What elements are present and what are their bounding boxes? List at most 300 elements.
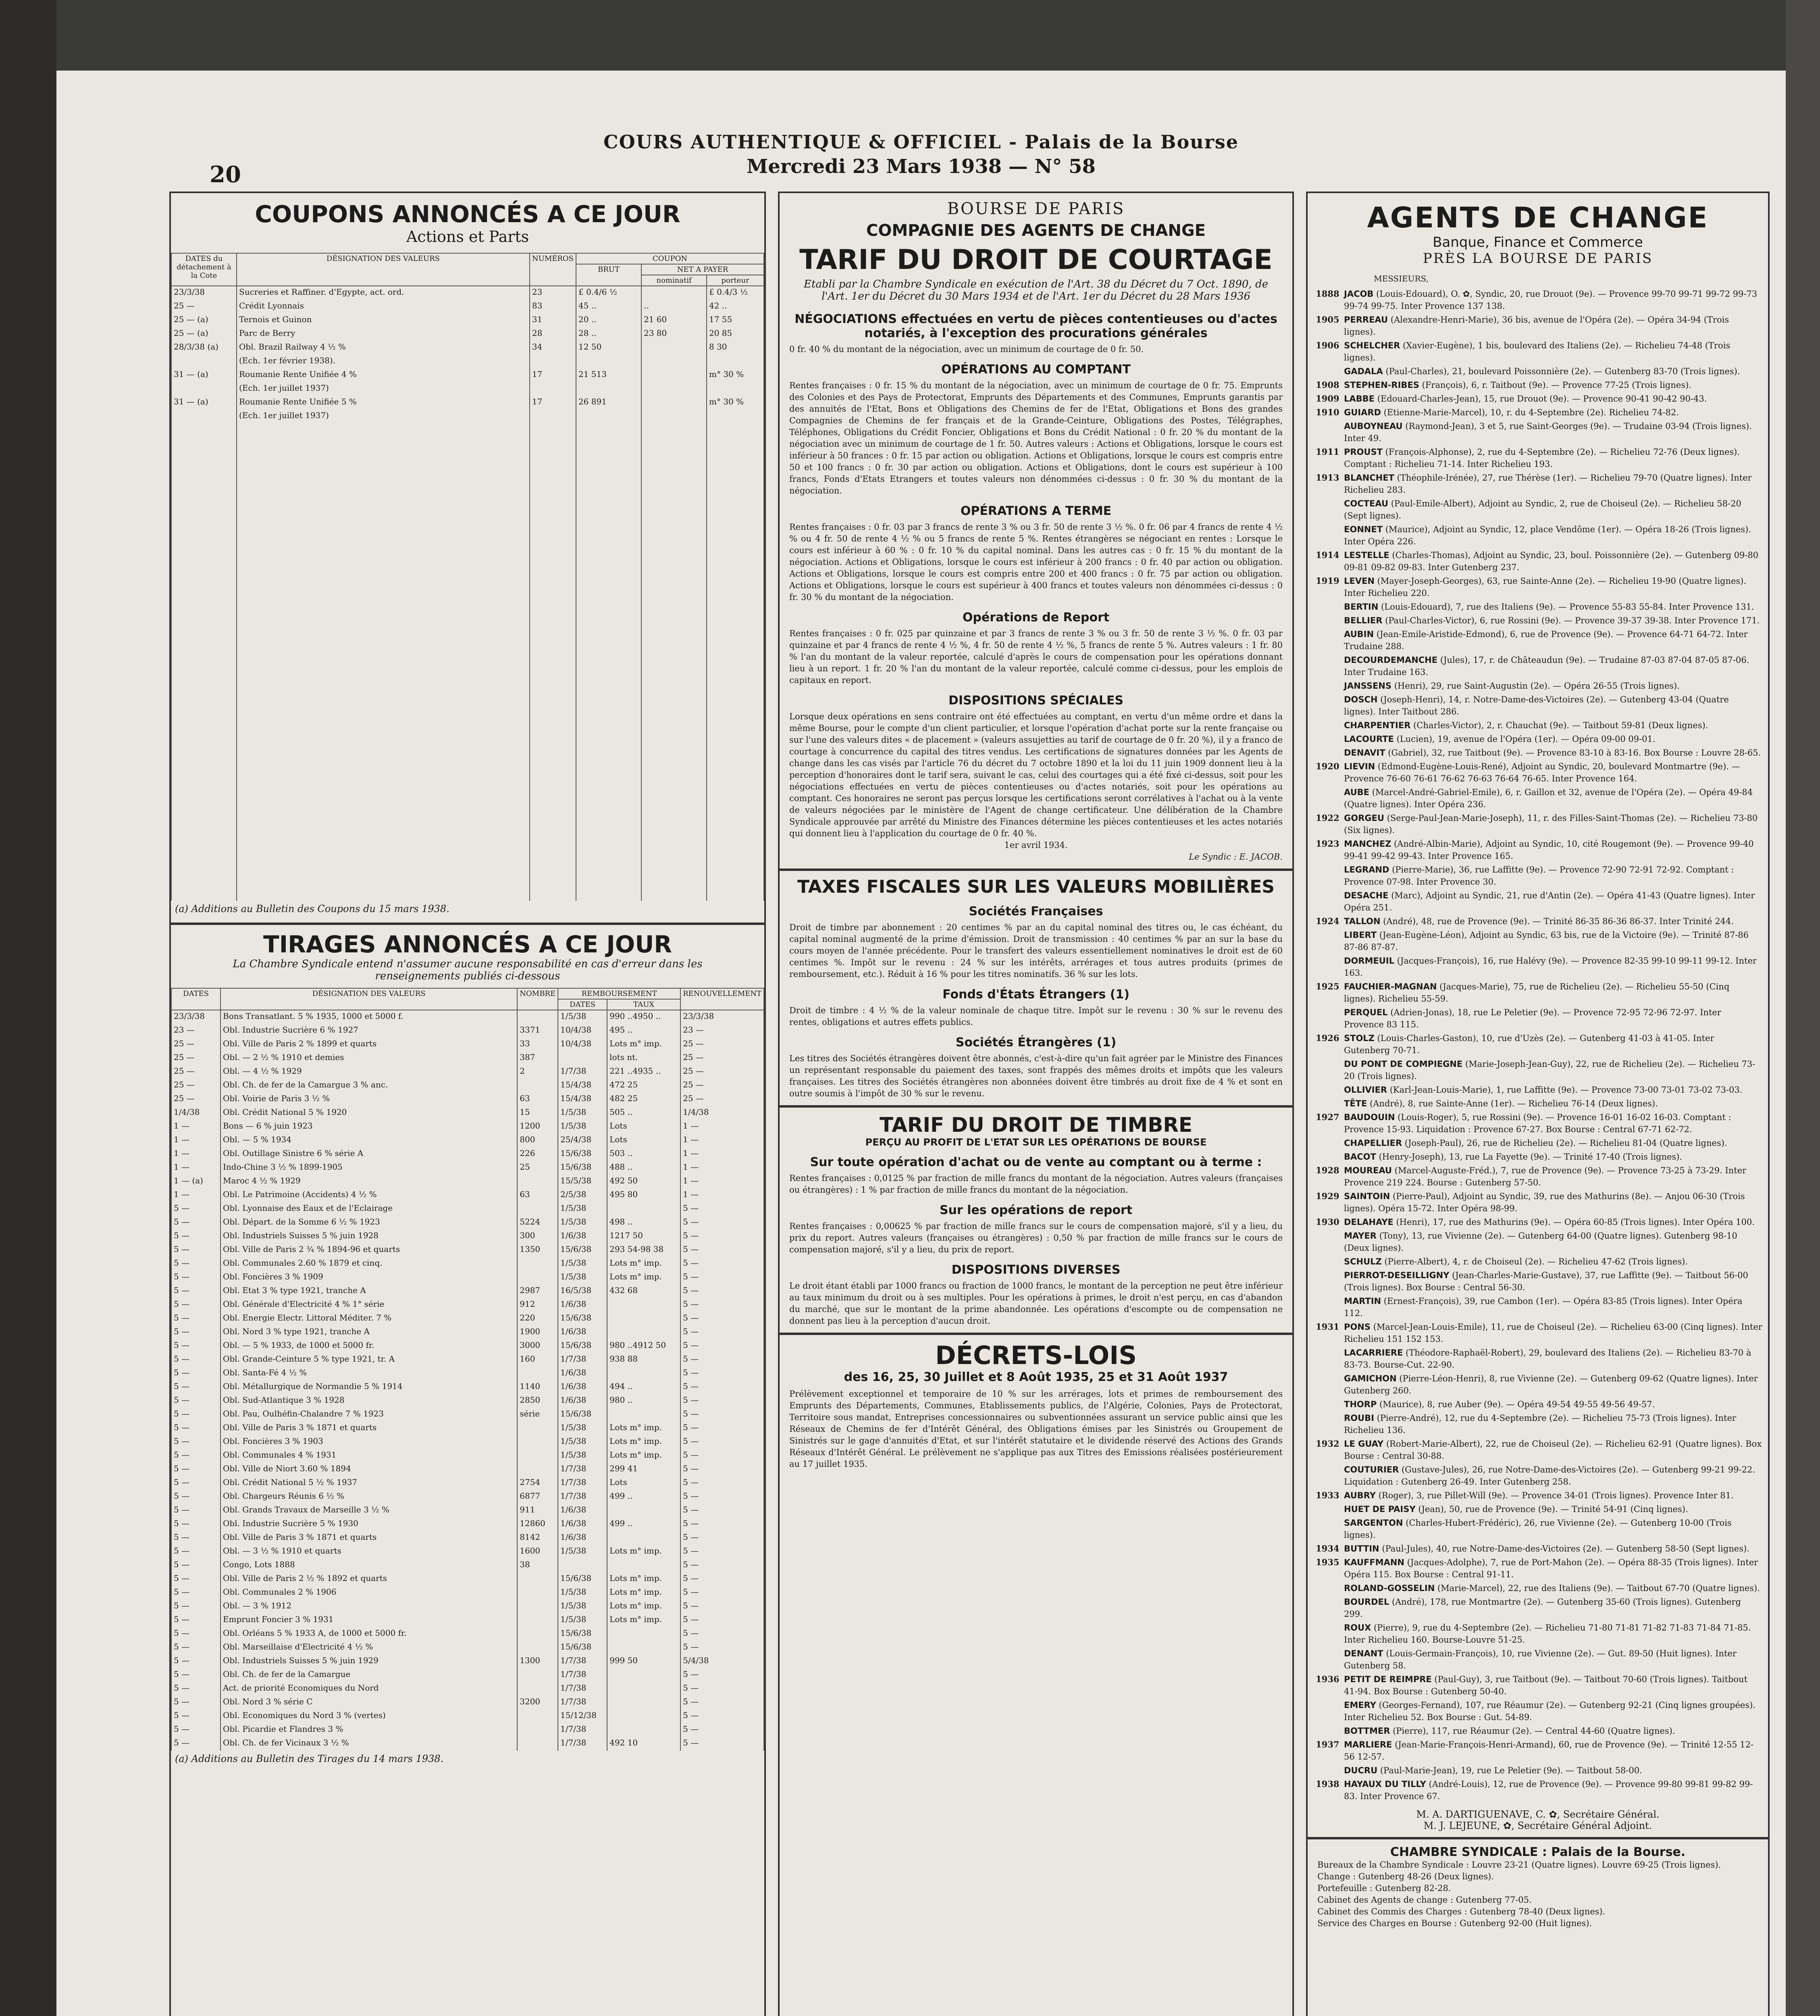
agent-text: [1344, 747, 1761, 759]
agent-details: (Edouard-Charles-Jean), 15, rue Drouot (9e). — Provence 90-41 90-42 90-43.: [1377, 394, 1707, 404]
coupon-cell: Sucreries et Raffiner. d'Egypte, act. ord.: [237, 286, 530, 300]
agent-entry: [1308, 1294, 1768, 1320]
agent-entry: [1308, 889, 1768, 914]
secretary-general: M. A. DARTIGUENAVE, C. ✿, Secrétaire Général.: [1416, 1809, 1660, 1820]
tirage-row: [171, 1024, 764, 1038]
coupon-cell: 17: [530, 396, 576, 410]
tirage-cell: 38: [517, 1559, 558, 1572]
agent-entry: [1308, 1581, 1768, 1595]
tirage-cell: 990 ..4950 ..: [607, 1010, 680, 1024]
tirage-cell: 5 —: [680, 1271, 764, 1285]
tirage-cell: 5 —: [680, 1490, 764, 1504]
tirage-cell: Obl. Energie Electr. Littoral Méditer. 7 %: [220, 1312, 517, 1326]
agent-name: BUTTIN: [1344, 1544, 1379, 1554]
courtage-section-text: Rentes françaises : 0 fr. 15 % du montant de la négociation, avec un minimum de courtage de 0 fr. 75. Emprunts des Colonies et des Pays de Protectorat, Emprunts des Départements et des Communes, Emprunts garantis par des annuités de l'Etat, Bons et Obligations des Chemins de fer de l'Etat, Obligations et Bons des grandes Compagnies de Chemins de fer français et de la Grande-Ceinture, Obligations des Postes, Télégraphes, Téléphones, Obligations du Crédit Foncier, Obligations et Bons du Crédit National : 0 fr. 20 % du montant de la négociation avec un minimum de courtage de 1 fr. 50. Autres valeurs : Actions et Obligations, lorsque le cours est inférieur à 50 frances : 0 fr. 15 par action ou obligation. Actions et Obligations, lorsque le cours est compris entre 50 et 100 francs : 0 fr. 30 par action ou obligation. Actions et Obligations, dont le cours est supérieur à 100 francs, Fonds d'Etats Etrangers et toutes valeurs non dénommées ci-dessus : 0 fr. 30 % du montant de la négociation.: [789, 381, 1283, 496]
agent-year: [1316, 1256, 1344, 1268]
tirage-cell: [517, 1572, 558, 1586]
coupon-cell: 25 — (a): [171, 327, 237, 341]
tirage-cell: 911: [517, 1504, 558, 1518]
agent-details: (Robert-Marie-Albert), 22, rue de Choiseul (2e). — Richelieu 62-91 (Quatre lignes). Box Bourse : Central 30-88.: [1344, 1439, 1762, 1461]
agent-text: [1344, 1699, 1762, 1723]
tirage-row: [171, 1723, 764, 1737]
tirage-cell: 5 —: [680, 1641, 764, 1655]
tirage-cell: 1 —: [171, 1148, 220, 1161]
agent-details: (Georges-Fernand), 107, rue Réaumur (2e). — Gutenberg 92-21 (Cinq lignes groupées). Inter Richelieu 52. Box Bourse : Gut. 54-89.: [1344, 1700, 1756, 1722]
tirage-row: [171, 1339, 764, 1353]
agent-name: TALLON: [1344, 916, 1381, 926]
tirage-cell: 1/6/38: [558, 1326, 607, 1339]
coupon-row: [171, 410, 764, 423]
tirage-cell: 15/6/38: [558, 1408, 607, 1422]
tirage-row: [171, 1531, 764, 1545]
tirage-cell: 5 —: [171, 1559, 220, 1572]
agent-entry: [1308, 1621, 1768, 1647]
courtage-kicker: BOURSE DE PARIS: [947, 200, 1125, 218]
agent-details: (Adrien-Jonas), 18, rue Le Peletier (9e). — Provence 72-95 72-96 72-97. Inter Provence 83 115.: [1344, 1008, 1721, 1029]
timbre-section-text: Rentes françaises : 0,00625 % par fraction de mille francs sur le cours de compensation majoré, s'il y a lieu, du prix du report. Autres valeurs (françaises ou étrangères) : 0,50 % par fraction de mille francs sur le cours de compensation majoré, s'il y a lieu, du prix de report.: [789, 1221, 1283, 1254]
agent-details: (Paul-Charles), 21, boulevard Poissonnière (2e). — Gutenberg 83-70 (Trois lignes).: [1385, 367, 1740, 376]
tirage-cell: 1/6/38: [558, 1518, 607, 1531]
agent-text: [1344, 1347, 1762, 1371]
tirage-cell: [517, 1737, 558, 1751]
tirage-cell: 15/6/38: [558, 1339, 607, 1353]
tirage-cell: [607, 1696, 680, 1710]
agent-details: (Joseph-Henri), 14, r. Notre-Dame-des-Victoires (2e). — Gutenberg 43-04 (Quatre lignes). Inter Taitbout 286.: [1344, 695, 1729, 716]
agents-title: AGENTS DE CHANGE: [1367, 201, 1709, 234]
tirage-row: [171, 1257, 764, 1271]
tirage-cell: [607, 1627, 680, 1641]
tirage-cell: 5 —: [171, 1449, 220, 1463]
coupon-cell: m° 30 %: [707, 369, 764, 382]
tirage-row: [171, 1394, 764, 1408]
agent-year: [1316, 1372, 1344, 1397]
tirage-cell: 1 —: [680, 1148, 764, 1161]
tirage-cell: [517, 1600, 558, 1614]
agent-year: [1316, 1412, 1344, 1436]
agent-year: [1316, 733, 1344, 745]
agent-year: [1316, 1006, 1344, 1031]
agent-details: (Edmond-Eugène-Louis-René), Adjoint au Syndic, 20, boulevard Montmartre (9e). — Provence 76-60 76-61 76-62 76-63 76-64 76-65. Inter Provence 164.: [1344, 762, 1740, 783]
agent-name: LE GUAY: [1344, 1439, 1384, 1449]
tirage-cell: 1/6/38: [558, 1531, 607, 1545]
tirages-col-remb-dates: DATES: [558, 999, 607, 1010]
coupon-cell: Obl. Brazil Railway 4 ½ %: [237, 341, 530, 355]
agent-name: BLANCHET: [1344, 473, 1394, 483]
tirage-cell: 5 —: [171, 1353, 220, 1367]
agent-entry: [1308, 1647, 1768, 1672]
tirage-cell: [517, 1723, 558, 1737]
tirages-col-renouvellement: RENOUVELLEMENT: [680, 988, 764, 1010]
tirage-row: [171, 1093, 764, 1106]
agent-year: 1923: [1316, 839, 1340, 849]
tirage-row: [171, 1175, 764, 1189]
agent-text: [1344, 393, 1707, 405]
chambre-line: Cabinet des Commis des Charges : Gutenberg 78-40 (Deux lignes).: [1317, 1907, 1606, 1916]
agent-text: [1344, 1151, 1682, 1163]
agent-text: [1344, 1098, 1658, 1110]
coupon-row: [171, 314, 764, 327]
tirage-cell: lots nt.: [607, 1052, 680, 1065]
tirage-cell: Lots m° imp.: [607, 1600, 680, 1614]
agent-text: [1344, 549, 1762, 573]
tirage-cell: [607, 1710, 680, 1723]
tirage-row: [171, 1052, 764, 1065]
agent-year: [1316, 864, 1344, 888]
tirage-cell: Act. de priorité Economiques du Nord: [220, 1682, 517, 1696]
agent-year: [1316, 628, 1344, 652]
coupon-cell: Crédit Lyonnais: [237, 300, 530, 314]
agent-entry: [1308, 653, 1768, 679]
agent-details: (Paul-Jules), 40, rue Notre-Dame-des-Victoires (2e). — Gutenberg 58-50 (Sept lignes).: [1382, 1544, 1749, 1554]
tirage-cell: 15/6/38: [558, 1161, 607, 1175]
agents-subtitle2: PRÈS LA BOURSE DE PARIS: [1423, 250, 1653, 267]
agent-details: (Pierre-André), 12, rue du 4-Septembre (2e). — Richelieu 75-73 (Trois lignes). Inter Richelieu 136.: [1344, 1413, 1736, 1435]
tirage-cell: 5 —: [171, 1668, 220, 1682]
tirage-cell: 5 —: [171, 1614, 220, 1627]
coupon-cell: (Ech. 1er juillet 1937): [237, 382, 530, 396]
tirage-cell: 5 —: [680, 1257, 764, 1271]
agent-name: AUBIN: [1344, 629, 1374, 639]
tirage-row: [171, 1189, 764, 1202]
coupon-row: [171, 300, 764, 314]
tirage-row: [171, 1572, 764, 1586]
courtage-signature: Le Syndic : E. JACOB.: [1189, 852, 1283, 862]
agent-year: [1316, 614, 1344, 627]
agent-details: (Marie-Marcel), 22, rue des Italiens (9e). — Taitbout 67-70 (Quatre lignes).: [1437, 1583, 1760, 1593]
agent-year: [1316, 1137, 1344, 1149]
coupon-cell: 25 — (a): [171, 314, 237, 327]
tirage-cell: 1 —: [171, 1189, 220, 1202]
agent-entry: [1308, 1672, 1768, 1698]
chambre-line: Portefeuille : Gutenberg 82-28.: [1317, 1883, 1451, 1893]
agents-subtitle: Banque, Finance et Commerce: [1433, 234, 1643, 250]
agent-details: (André-Albin-Marie), Adjoint au Syndic, 10, cité Rougemont (9e). — Provence 99-40 99-41 99-42 99-43. Inter Provence 165.: [1344, 839, 1754, 861]
agent-year: 1924: [1316, 916, 1340, 926]
agent-year: 1935: [1316, 1557, 1340, 1567]
tirage-cell: Obl. — 3 ½ % 1910 et quarts: [220, 1545, 517, 1559]
tirage-cell: 505 ..: [607, 1106, 680, 1120]
tirage-cell: 1 —: [680, 1120, 764, 1134]
tirage-row: [171, 1065, 764, 1079]
agent-name: MARLIERE: [1344, 1740, 1392, 1749]
agent-entry: [1308, 1255, 1768, 1268]
agent-entry: [1308, 1372, 1768, 1397]
tirage-cell: Obl. Industriels Suisses 5 % juin 1928: [220, 1230, 517, 1243]
tirage-row: [171, 1038, 764, 1052]
tirage-cell: 5 —: [680, 1285, 764, 1298]
agent-name: FAUCHIER-MAGNAN: [1344, 982, 1437, 991]
agent-details: (Pierre-Albert), 4, r. de Choiseul (2e). — Richelieu 47-62 (Trois lignes).: [1384, 1257, 1688, 1266]
coupon-cell: 17 55: [707, 314, 764, 327]
tirage-cell: 5 —: [680, 1600, 764, 1614]
tirage-cell: 25 —: [680, 1093, 764, 1106]
agent-entry: [1308, 1463, 1768, 1489]
tirage-cell: 1/7/38: [558, 1696, 607, 1710]
tirage-cell: [517, 1641, 558, 1655]
tirage-cell: 1 —: [680, 1134, 764, 1148]
tirage-cell: 5 —: [680, 1737, 764, 1751]
courtage-section-text: 0 fr. 40 % du montant de la négociation, avec un minimum de courtage de 0 fr. 50.: [789, 344, 1144, 354]
tirage-cell: Obl. — 5 % 1933, de 1000 et 5000 fr.: [220, 1339, 517, 1353]
tirage-cell: 5 —: [171, 1257, 220, 1271]
tirage-cell: 23 —: [680, 1024, 764, 1038]
agent-name: PERREAU: [1344, 315, 1388, 325]
agent-year: 1908: [1316, 380, 1340, 390]
tirage-cell: 1/5/38: [558, 1600, 607, 1614]
agent-details: (Jean), 50, rue de Provence (9e). — Trinité 54-91 (Cinq lignes).: [1418, 1504, 1688, 1514]
agent-name: TÊTE: [1344, 1099, 1367, 1108]
agent-text: [1344, 1517, 1762, 1541]
timbre-title: TARIF DU DROIT DE TIMBRE: [879, 1113, 1193, 1137]
agent-details: (Ernest-François), 39, rue Cambon (1er). — Opéra 83-85 (Trois lignes). Inter Opéra 112.: [1344, 1296, 1743, 1318]
agent-text: [1344, 929, 1762, 953]
agent-entry: [1308, 1556, 1768, 1581]
agent-text: [1344, 1137, 1727, 1149]
coupon-cell: £ 0.4/3 ½: [707, 286, 764, 300]
agent-details: (Xavier-Eugène), 1 bis, boulevard des Italiens (2e). — Richelieu 74-48 (Trois lignes).: [1344, 341, 1731, 362]
agent-text: [1344, 1216, 1755, 1228]
tirage-cell: 1/7/38: [558, 1490, 607, 1504]
agent-year: 1914: [1316, 550, 1340, 560]
tirage-cell: 25 —: [171, 1079, 220, 1093]
courtage-section-heading: NÉGOCIATIONS effectuées en vertu de pièces contentieuses ou d'actes notariés, à l'exception des procurations générales: [795, 312, 1277, 340]
tirage-cell: 5 —: [171, 1641, 220, 1655]
tirage-cell: [517, 1668, 558, 1682]
agent-name: BELLIER: [1344, 616, 1383, 625]
coupon-cell: 20 85: [707, 327, 764, 341]
tirage-cell: 25 —: [171, 1065, 220, 1079]
agent-details: (Maurice), 8, rue Auber (9e). — Opéra 49-54 49-55 49-56 49-57.: [1379, 1400, 1655, 1409]
agent-text: [1344, 1084, 1742, 1096]
coupon-cell: [576, 410, 641, 423]
tirage-cell: [607, 1367, 680, 1381]
agent-name: LIBERT: [1344, 930, 1377, 940]
tirage-cell: 5 —: [680, 1298, 764, 1312]
coupon-cell: [530, 382, 576, 396]
tirage-cell: 25 —: [680, 1038, 764, 1052]
tirage-cell: 2850: [517, 1394, 558, 1408]
agent-entry: [1308, 1595, 1768, 1621]
tirage-cell: 5 —: [680, 1586, 764, 1600]
tirage-row: [171, 1381, 764, 1394]
tirage-cell: Obl. Foncières 3 % 1909: [220, 1271, 517, 1285]
agent-details: (Marcel-Jean-Louis-Emile), 11, rue de Choiseul (2e). — Richelieu 63-00 (Cinq lignes). Inter Richelieu 151 152 153.: [1344, 1322, 1762, 1344]
agent-text: [1344, 379, 1691, 391]
coupon-cell: 20 ..: [576, 314, 641, 327]
tirage-cell: Obl. Ville de Paris 2 ½ % 1892 et quarts: [220, 1572, 517, 1586]
tirage-row: [171, 1312, 764, 1326]
coupon-cell: [171, 382, 237, 396]
tirage-cell: 15/6/38: [558, 1627, 607, 1641]
agent-details: (Charles-Thomas), Adjoint au Syndic, 23, boul. Poissonnière (2e). — Gutenberg 09-80 09-81 09-82 09-83. Inter Gutenberg 237.: [1344, 550, 1759, 572]
agent-name: PIERROT-DESEILLIGNY: [1344, 1270, 1450, 1280]
tirage-cell: 1/6/38: [558, 1394, 607, 1408]
tirage-cell: 15: [517, 1106, 558, 1120]
tirage-row: [171, 1586, 764, 1600]
agent-entry: [1308, 760, 1768, 785]
agent-entry: [1308, 954, 1768, 980]
tirage-cell: Lots m° imp.: [607, 1271, 680, 1285]
agent-details: (Henry-Joseph), 13, rue La Fayette (9e). — Trinité 17-40 (Trois lignes).: [1379, 1152, 1683, 1162]
coupon-cell: 21 513: [576, 369, 641, 382]
tirage-cell: 5 —: [680, 1435, 764, 1449]
agent-details: (André-Louis), 12, rue de Provence (9e). — Provence 99-80 99-81 99-82 99-83. Inter Provence 67.: [1344, 1779, 1753, 1801]
tirage-cell: 5 —: [171, 1408, 220, 1422]
agent-year: 1920: [1316, 761, 1340, 771]
tirage-cell: 5 —: [680, 1326, 764, 1339]
agent-details: (André), 178, rue Montmartre (2e). — Gutenberg 35-60 (Trois lignes). Gutenberg 299.: [1344, 1597, 1741, 1619]
coupon-cell: [171, 410, 237, 423]
agent-text: [1344, 420, 1762, 444]
tirage-cell: [607, 1682, 680, 1696]
agent-entry: [1308, 378, 1768, 392]
tirage-cell: Obl. Marseillaise d'Electricité 4 ½ %: [220, 1641, 517, 1655]
agent-text: [1344, 1111, 1762, 1135]
taxes-sections: [780, 904, 1292, 1100]
coupon-cell: [530, 355, 576, 369]
tirage-cell: 5 —: [680, 1353, 764, 1367]
agent-entry: [1308, 1724, 1768, 1738]
tirage-cell: 15/4/38: [558, 1093, 607, 1106]
tirage-cell: 5 —: [680, 1545, 764, 1559]
agent-year: 1913: [1316, 473, 1340, 483]
tirage-cell: 980 ..4912 50: [607, 1339, 680, 1353]
coupon-row: [171, 355, 764, 369]
taxes-title: TAXES FISCALES SUR LES VALEURS MOBILIÈRES: [797, 877, 1275, 897]
coupon-cell: [641, 341, 707, 355]
agent-text: [1344, 628, 1762, 652]
tirage-cell: 221 ..4935 ..: [607, 1065, 680, 1079]
tirage-cell: 23/3/38: [171, 1010, 220, 1024]
agent-name: STEPHEN-RIBES: [1344, 380, 1419, 390]
tirage-cell: 1/6/38: [558, 1298, 607, 1312]
agent-year: [1316, 1269, 1344, 1293]
tirage-cell: 16/5/38: [558, 1285, 607, 1298]
agent-name: KAUFFMANN: [1344, 1558, 1404, 1567]
tirage-cell: 5 —: [680, 1339, 764, 1353]
agent-entry: [1308, 746, 1768, 760]
courtage-company: COMPAGNIE DES AGENTS DE CHANGE: [866, 221, 1206, 240]
tirage-cell: 1/5/38: [558, 1010, 607, 1024]
tirage-cell: Lots m° imp.: [607, 1435, 680, 1449]
agent-year: [1316, 365, 1344, 377]
courtage-section-heading: OPÉRATIONS A TERME: [960, 504, 1112, 518]
decrets-subtitle: des 16, 25, 30 Juillet et 8 Août 1935, 25 et 31 Août 1937: [844, 1370, 1228, 1384]
agent-details: (Jean-Charles-Marie-Gustave), 37, rue Laffitte (9e). — Taitbout 56-00 (Trois lignes). Box Bourse : Central 56-30.: [1344, 1270, 1748, 1292]
taxes-section-heading: Sociétés Étrangères (1): [955, 1035, 1117, 1050]
coupon-cell: 28: [530, 327, 576, 341]
secretary-general-adjoint: M. J. LEJEUNE, ✿, Secrétaire Général Adjoint.: [1423, 1820, 1652, 1831]
agent-name: BACOT: [1344, 1152, 1376, 1162]
agent-details: (Pierre-Paul), Adjoint au Syndic, 39, rue des Mathurins (8e). — Anjou 06-30 (Trois lignes). Opéra 15-72. Inter Opéra 98-99.: [1344, 1191, 1745, 1213]
coupons-col-numeros: NUMÉROS: [530, 253, 576, 286]
agent-text: [1344, 694, 1762, 718]
agent-details: (Karl-Jean-Louis-Marie), 1, rue Laffitte (9e). — Provence 73-00 73-01 73-02 73-03.: [1389, 1085, 1743, 1095]
tirage-cell: 15/6/38: [558, 1148, 607, 1161]
tirage-cell: 800: [517, 1134, 558, 1148]
agent-details: (Tony), 13, rue Vivienne (2e). — Gutenberg 64-00 (Quatre lignes). Gutenberg 98-10 (Deux lignes).: [1344, 1231, 1737, 1253]
tirages-table: [171, 988, 764, 1751]
tirage-cell: 1200: [517, 1120, 558, 1134]
coupon-cell: (Ech. 1er février 1938).: [237, 355, 530, 369]
agent-details: (Jacques-Marie), 75, rue de Richelieu (2e). — Richelieu 55-50 (Cinq lignes). Richelieu 55-59.: [1344, 982, 1730, 1004]
tirage-cell: 499 ..: [607, 1518, 680, 1531]
agent-year: [1316, 1098, 1344, 1110]
tirage-cell: 10/4/38: [558, 1024, 607, 1038]
agent-entry: [1308, 1229, 1768, 1255]
tirage-cell: Obl. Picardie et Flandres 3 %: [220, 1723, 517, 1737]
agent-name: OLLIVIER: [1344, 1085, 1387, 1095]
agent-name: CHARPENTIER: [1344, 721, 1411, 730]
tirage-cell: 1600: [517, 1545, 558, 1559]
tirage-cell: Obl. Crédit National 5 % 1920: [220, 1106, 517, 1120]
tirage-cell: Lots m° imp.: [607, 1545, 680, 1559]
tirage-cell: 1/6/38: [558, 1230, 607, 1243]
agent-name: MAYER: [1344, 1231, 1377, 1241]
tirage-cell: 5 —: [680, 1243, 764, 1257]
agent-year: [1316, 1503, 1344, 1515]
tirage-cell: 1/5/38: [558, 1257, 607, 1271]
agent-entry: [1308, 1764, 1768, 1777]
coupon-cell: [576, 382, 641, 396]
tirage-cell: Obl. Crédit National 5 ½ % 1937: [220, 1477, 517, 1490]
tirage-cell: [607, 1326, 680, 1339]
coupons-col-porteur: porteur: [707, 275, 764, 286]
tirage-cell: 1/7/38: [558, 1668, 607, 1682]
tirage-cell: 5 —: [171, 1435, 220, 1449]
agent-details: (Paul-Marie-Jean), 19, rue Le Peletier (9e). — Taitbout 58-00.: [1380, 1766, 1642, 1775]
tirage-cell: 5 —: [171, 1477, 220, 1490]
agent-name: DOSCH: [1344, 695, 1378, 704]
tirage-cell: Indo-Chine 3 ½ % 1899-1905: [220, 1161, 517, 1175]
tirage-cell: 63: [517, 1189, 558, 1202]
tirage-row: [171, 1120, 764, 1134]
agent-year: 1933: [1316, 1490, 1340, 1500]
tirage-cell: 5224: [517, 1216, 558, 1230]
tirage-cell: 5 —: [171, 1243, 220, 1257]
tirage-cell: Obl. Ville de Paris 2 % 1899 et quarts: [220, 1038, 517, 1052]
coupon-cell: 31 — (a): [171, 369, 237, 382]
tirage-row: [171, 1243, 764, 1257]
agent-text: [1344, 1438, 1762, 1462]
agent-name: CHAPELLIER: [1344, 1138, 1402, 1148]
agent-name: HAYAUX DU TILLY: [1344, 1779, 1426, 1789]
tirage-cell: 5 —: [171, 1545, 220, 1559]
tirage-row: [171, 1518, 764, 1531]
tirage-cell: 5 —: [171, 1202, 220, 1216]
agent-entry: [1308, 471, 1768, 497]
tirage-cell: [517, 1463, 558, 1477]
agent-entry: [1308, 1097, 1768, 1110]
agent-text: [1344, 365, 1740, 377]
agent-name: LACARRIERE: [1344, 1348, 1403, 1358]
tirage-cell: 5 —: [171, 1326, 220, 1339]
chambre-line: Bureaux de la Chambre Syndicale : Louvre 23-21 (Quatre lignes). Louvre 69-25 (Trois lignes).: [1317, 1860, 1721, 1870]
tirage-cell: [517, 1449, 558, 1463]
agent-entry: [1308, 1110, 1768, 1136]
agent-entry: [1308, 1006, 1768, 1031]
coupon-cell: 34: [530, 341, 576, 355]
agent-year: [1316, 1699, 1344, 1723]
tirages-col-designation: DÉSIGNATION DES VALEURS: [220, 988, 517, 1010]
tirage-cell: [607, 1723, 680, 1737]
tirage-cell: 15/6/38: [558, 1243, 607, 1257]
tirage-cell: 1 —: [680, 1161, 764, 1175]
agent-text: [1344, 915, 1734, 927]
agent-year: [1316, 1725, 1344, 1737]
tirage-cell: 5 —: [171, 1422, 220, 1435]
tirage-cell: 5 —: [680, 1710, 764, 1723]
